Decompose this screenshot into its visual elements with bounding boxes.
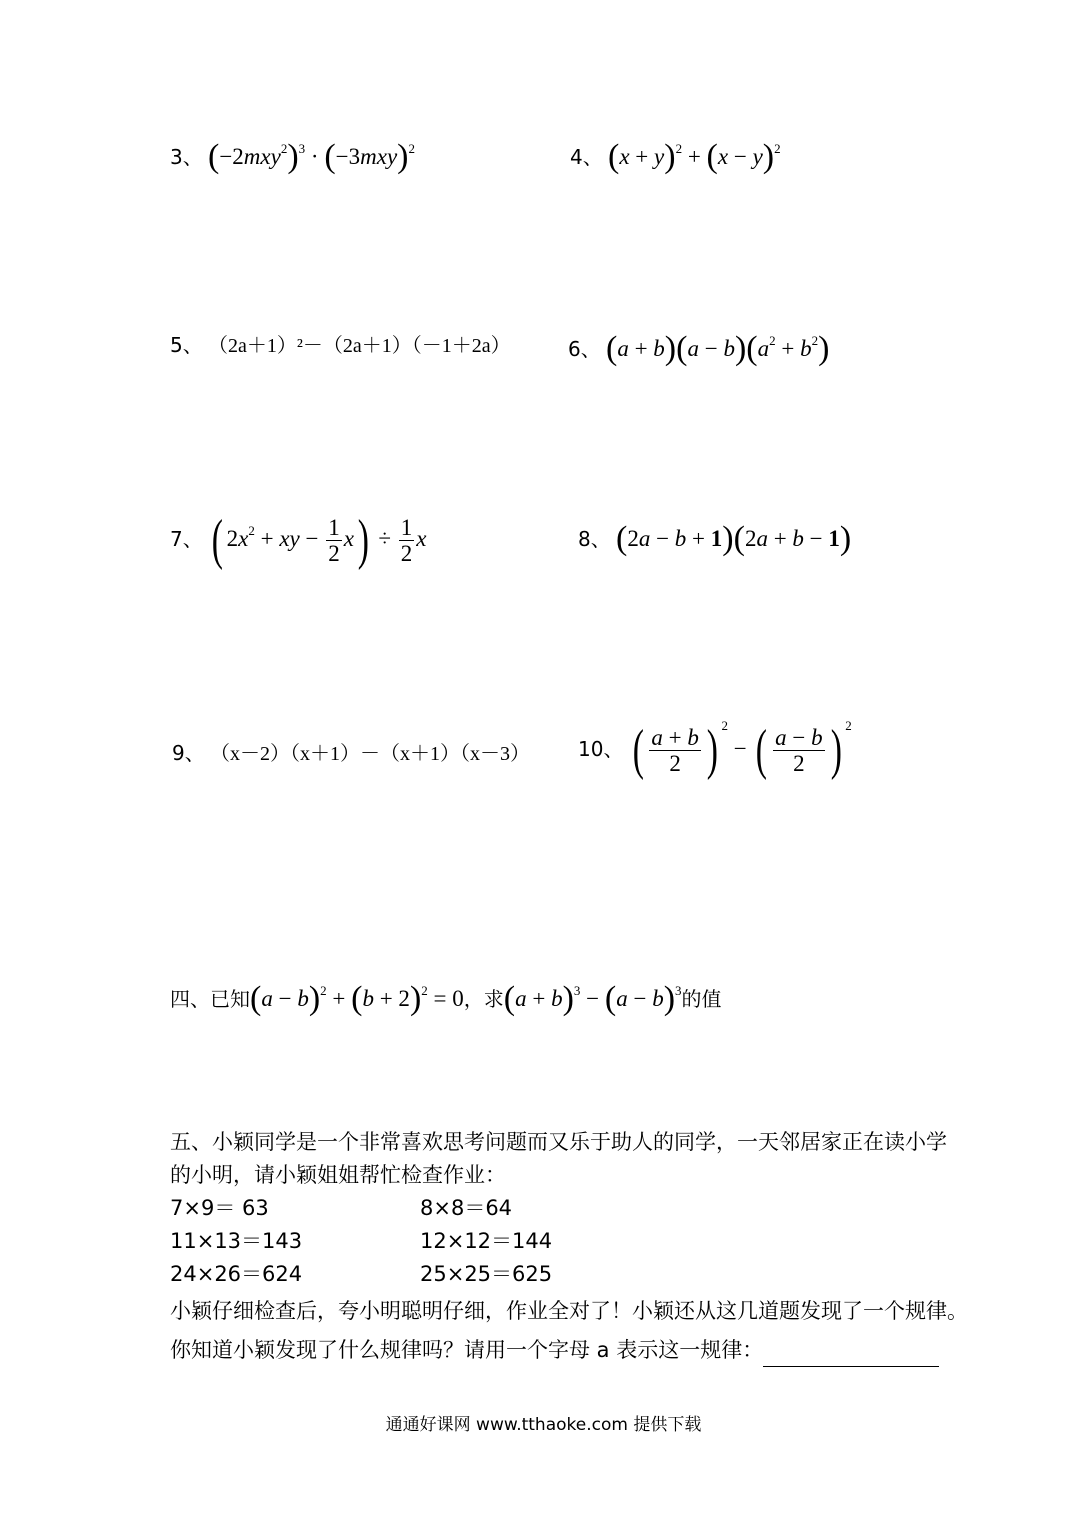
problem-10 <box>578 718 852 781</box>
calc-row <box>170 1225 990 1258</box>
calc-left: 24×26＝624 <box>170 1262 303 1286</box>
section-5-line-3: 小颖仔细检查后，夸小明聪明仔细，作业全对了！小颖还从这几道题发现了一个规律。 <box>170 1299 968 1323</box>
problem-expression: $(a + b)(a - b)(a^2 + b^2)$ <box>605 330 830 367</box>
problem-number: 3、 <box>170 145 203 169</box>
answer-blank[interactable] <box>763 1344 939 1367</box>
section-4-suffix: 的值 <box>681 987 722 1011</box>
section-4-target: $(a + b)^3 - (a - b)^3$ <box>503 980 682 1017</box>
footer: 通通好课网 www.tthaoke.com 提供下载 <box>385 1415 702 1435</box>
problem-expression: ( $2x^2$ + xy − $\frac{1}{2}$ x) ÷ $\frac{1}{2}$ x <box>211 509 427 571</box>
problem-3 <box>170 140 415 174</box>
problem-number: 8、 <box>578 527 611 551</box>
section-5-line-2: 的小明，请小颖姐姐帮忙检查作业： <box>170 1163 506 1187</box>
calc-row <box>170 1192 990 1225</box>
section-5 <box>170 1126 990 1367</box>
problem-expression: ( $\frac{a + b}{2}$ ) $^2$ − ( $\frac{a - b}{2}$ ) $^2$ <box>632 718 852 781</box>
problem-number: 10、 <box>578 737 624 761</box>
problem-8 <box>578 522 851 556</box>
section-4-condition: $(a - b)^2 + (b + 2)^2 = 0$ <box>250 980 464 1017</box>
calc-right: 25×25＝625 <box>420 1262 553 1286</box>
problem-expression: $(-2mxy^2)^3 \cdot (-3mxy)^2$ <box>207 138 415 175</box>
question-text: 你知道小颖发现了什么规律吗？请用一个字母 a 表示这一规律： <box>170 1338 764 1362</box>
problem-7 <box>170 509 427 571</box>
problem-number: 4、 <box>570 145 603 169</box>
problem-expression: (2a − b + 1)(2a + b − 1) <box>615 520 852 557</box>
problem-expression: （x－2）（x＋1）－（x＋1）（x－3） <box>209 743 530 765</box>
problem-expression: （2a＋1）²－（2a＋1）（－1＋2a） <box>207 335 511 357</box>
problem-4 <box>570 140 781 174</box>
problem-number: 9、 <box>172 741 205 765</box>
problem-number: 7、 <box>170 527 203 551</box>
section-5-line-1: 五、小颖同学是一个非常喜欢思考问题而又乐于助人的同学，一天邻居家正在读小学 <box>170 1130 947 1154</box>
problem-number: 5、 <box>170 333 203 357</box>
section-4-mid: ，求 <box>463 987 504 1011</box>
section-4-prefix: 四、已知 <box>170 987 250 1011</box>
problem-5 <box>170 335 511 356</box>
calc-left: 11×13＝143 <box>170 1229 303 1253</box>
calc-right: 12×12＝144 <box>420 1229 553 1253</box>
problem-6 <box>568 332 829 366</box>
calc-right: 8×8＝64 <box>420 1196 513 1220</box>
calc-left: 7×9＝ 63 <box>170 1196 269 1220</box>
section-5-line-4 <box>170 1334 990 1367</box>
problem-expression: $(x + y)^2 + (x - y)^2$ <box>607 138 781 175</box>
section-4 <box>170 982 722 1016</box>
problem-number: 6、 <box>568 337 601 361</box>
problem-9 <box>172 743 530 764</box>
calc-row <box>170 1258 990 1291</box>
